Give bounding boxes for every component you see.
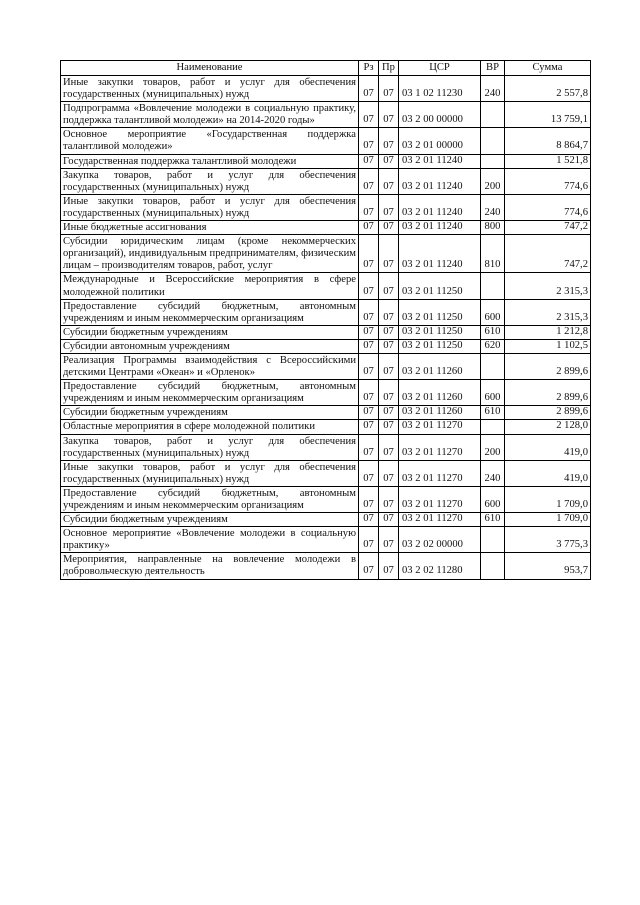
row-vr: 240 <box>481 194 505 220</box>
row-rz: 07 <box>359 168 379 194</box>
row-pr: 07 <box>379 194 399 220</box>
row-rz: 07 <box>359 513 379 527</box>
row-name: Областные мероприятия в сфере молодежной политики <box>61 420 359 434</box>
row-csr: 03 2 01 11260 <box>399 380 481 406</box>
table-row <box>61 353 591 379</box>
row-vr: 610 <box>481 513 505 527</box>
table-header-row <box>61 61 591 76</box>
row-csr: 03 2 01 11250 <box>399 339 481 353</box>
row-csr: 03 2 01 11250 <box>399 325 481 339</box>
row-sum: 8 864,7 <box>505 128 591 154</box>
row-rz: 07 <box>359 339 379 353</box>
row-pr: 07 <box>379 353 399 379</box>
header-csr: ЦСР <box>399 61 481 76</box>
row-pr: 07 <box>379 460 399 486</box>
table-row <box>61 194 591 220</box>
row-name: Иные бюджетные ассигнования <box>61 221 359 235</box>
row-name: Иные закупки товаров, работ и услуг для обеспечения государственных (муниципальных) нужд <box>61 76 359 102</box>
row-name: Субсидии бюджетным учреждениям <box>61 325 359 339</box>
row-rz: 07 <box>359 486 379 512</box>
row-sum: 13 759,1 <box>505 102 591 128</box>
row-name: Субсидии бюджетным учреждениям <box>61 406 359 420</box>
row-sum: 1 709,0 <box>505 513 591 527</box>
row-pr: 07 <box>379 235 399 273</box>
row-vr <box>481 420 505 434</box>
row-csr: 03 2 02 11280 <box>399 553 481 579</box>
row-pr: 07 <box>379 273 399 299</box>
row-csr: 03 2 01 11240 <box>399 235 481 273</box>
table-body <box>61 76 591 580</box>
row-vr <box>481 102 505 128</box>
header-name: Наименование <box>61 61 359 76</box>
row-name: Мероприятия, направленные на вовлечение молодежи в добровольческую деятельность <box>61 553 359 579</box>
row-rz: 07 <box>359 527 379 553</box>
row-sum: 1 102,5 <box>505 339 591 353</box>
row-sum: 2 128,0 <box>505 420 591 434</box>
row-sum: 2 899,6 <box>505 380 591 406</box>
row-name: Подпрограмма «Вовлечение молодежи в социальную практику, поддержка талантливой молодежи» на 2014-2020 годы» <box>61 102 359 128</box>
budget-table <box>60 60 591 580</box>
row-rz: 07 <box>359 76 379 102</box>
row-vr <box>481 553 505 579</box>
row-sum: 747,2 <box>505 235 591 273</box>
row-name: Субсидии автономным учреждениям <box>61 339 359 353</box>
table-row <box>61 128 591 154</box>
row-rz: 07 <box>359 221 379 235</box>
header-sum: Сумма <box>505 61 591 76</box>
row-vr: 600 <box>481 299 505 325</box>
row-rz: 07 <box>359 380 379 406</box>
row-csr: 03 2 01 11240 <box>399 154 481 168</box>
table-row <box>61 380 591 406</box>
table-row <box>61 460 591 486</box>
row-csr: 03 2 01 11270 <box>399 460 481 486</box>
table-row <box>61 76 591 102</box>
row-rz: 07 <box>359 553 379 579</box>
row-csr: 03 1 02 11230 <box>399 76 481 102</box>
row-pr: 07 <box>379 154 399 168</box>
table-row <box>61 513 591 527</box>
row-pr: 07 <box>379 102 399 128</box>
row-sum: 2 315,3 <box>505 299 591 325</box>
row-rz: 07 <box>359 325 379 339</box>
row-csr: 03 2 01 00000 <box>399 128 481 154</box>
row-name: Основное мероприятие «Государственная поддержка талантливой молодежи» <box>61 128 359 154</box>
table-row <box>61 325 591 339</box>
table-row <box>61 168 591 194</box>
row-vr <box>481 527 505 553</box>
row-name: Закупка товаров, работ и услуг для обеспечения государственных (муниципальных) нужд <box>61 434 359 460</box>
row-pr: 07 <box>379 527 399 553</box>
row-name: Реализация Программы взаимодействия с Всероссийскими детскими Центрами «Океан» и «Орленок» <box>61 353 359 379</box>
row-csr: 03 2 01 11270 <box>399 434 481 460</box>
row-name: Иные закупки товаров, работ и услуг для обеспечения государственных (муниципальных) нужд <box>61 460 359 486</box>
row-csr: 03 2 01 11270 <box>399 513 481 527</box>
row-vr <box>481 353 505 379</box>
row-sum: 419,0 <box>505 434 591 460</box>
row-sum: 2 899,6 <box>505 353 591 379</box>
header-rz: Рз <box>359 61 379 76</box>
row-sum: 747,2 <box>505 221 591 235</box>
table-row <box>61 486 591 512</box>
table-row <box>61 420 591 434</box>
table-row <box>61 406 591 420</box>
row-csr: 03 2 01 11240 <box>399 168 481 194</box>
row-pr: 07 <box>379 434 399 460</box>
row-name: Предоставление субсидий бюджетным, автономным учреждениям и иным некоммерческим организациям <box>61 299 359 325</box>
row-pr: 07 <box>379 128 399 154</box>
row-csr: 03 2 01 11250 <box>399 299 481 325</box>
row-csr: 03 2 02 00000 <box>399 527 481 553</box>
row-vr: 200 <box>481 434 505 460</box>
row-pr: 07 <box>379 168 399 194</box>
table-row <box>61 102 591 128</box>
row-sum: 3 775,3 <box>505 527 591 553</box>
table-row <box>61 553 591 579</box>
row-sum: 2 315,3 <box>505 273 591 299</box>
row-sum: 1 212,8 <box>505 325 591 339</box>
row-csr: 03 2 01 11240 <box>399 194 481 220</box>
header-pr: Пр <box>379 61 399 76</box>
row-vr: 610 <box>481 406 505 420</box>
row-rz: 07 <box>359 353 379 379</box>
row-rz: 07 <box>359 299 379 325</box>
row-csr: 03 2 01 11270 <box>399 486 481 512</box>
table-row <box>61 154 591 168</box>
row-pr: 07 <box>379 406 399 420</box>
row-sum: 419,0 <box>505 460 591 486</box>
row-pr: 07 <box>379 380 399 406</box>
row-sum: 774,6 <box>505 194 591 220</box>
row-csr: 03 2 01 11260 <box>399 406 481 420</box>
row-csr: 03 2 01 11240 <box>399 221 481 235</box>
table-row <box>61 434 591 460</box>
row-name: Закупка товаров, работ и услуг для обеспечения государственных (муниципальных) нужд <box>61 168 359 194</box>
row-sum: 1 709,0 <box>505 486 591 512</box>
row-vr: 600 <box>481 486 505 512</box>
row-sum: 1 521,8 <box>505 154 591 168</box>
row-name: Основное мероприятие «Вовлечение молодежи в социальную практику» <box>61 527 359 553</box>
table-row <box>61 527 591 553</box>
row-vr <box>481 273 505 299</box>
row-csr: 03 2 01 11270 <box>399 420 481 434</box>
row-rz: 07 <box>359 434 379 460</box>
header-vr: ВР <box>481 61 505 76</box>
row-pr: 07 <box>379 299 399 325</box>
row-csr: 03 2 00 00000 <box>399 102 481 128</box>
row-pr: 07 <box>379 486 399 512</box>
row-vr: 620 <box>481 339 505 353</box>
row-vr: 600 <box>481 380 505 406</box>
row-rz: 07 <box>359 102 379 128</box>
row-name: Иные закупки товаров, работ и услуг для обеспечения государственных (муниципальных) нужд <box>61 194 359 220</box>
row-csr: 03 2 01 11250 <box>399 273 481 299</box>
table-row <box>61 273 591 299</box>
row-pr: 07 <box>379 420 399 434</box>
row-rz: 07 <box>359 235 379 273</box>
row-vr: 810 <box>481 235 505 273</box>
row-pr: 07 <box>379 553 399 579</box>
row-pr: 07 <box>379 513 399 527</box>
document-page <box>60 60 590 580</box>
row-sum: 2 899,6 <box>505 406 591 420</box>
row-rz: 07 <box>359 194 379 220</box>
row-vr: 610 <box>481 325 505 339</box>
row-vr: 240 <box>481 460 505 486</box>
row-sum: 774,6 <box>505 168 591 194</box>
row-pr: 07 <box>379 325 399 339</box>
row-rz: 07 <box>359 273 379 299</box>
row-sum: 953,7 <box>505 553 591 579</box>
row-vr: 200 <box>481 168 505 194</box>
row-name: Государственная поддержка талантливой молодежи <box>61 154 359 168</box>
row-pr: 07 <box>379 76 399 102</box>
row-rz: 07 <box>359 128 379 154</box>
table-row <box>61 299 591 325</box>
row-name: Международные и Всероссийские мероприятия в сфере молодежной политики <box>61 273 359 299</box>
row-rz: 07 <box>359 154 379 168</box>
row-rz: 07 <box>359 420 379 434</box>
row-name: Субсидии бюджетным учреждениям <box>61 513 359 527</box>
table-row <box>61 339 591 353</box>
table-row <box>61 221 591 235</box>
row-name: Субсидии юридическим лицам (кроме некоммерческих организаций), индивидуальным предпринимателям, физическим лицам – производителям товаров, работ, услуг <box>61 235 359 273</box>
row-vr: 240 <box>481 76 505 102</box>
row-vr: 800 <box>481 221 505 235</box>
row-pr: 07 <box>379 221 399 235</box>
table-row <box>61 235 591 273</box>
row-name: Предоставление субсидий бюджетным, автономным учреждениям и иным некоммерческим организациям <box>61 486 359 512</box>
row-csr: 03 2 01 11260 <box>399 353 481 379</box>
row-sum: 2 557,8 <box>505 76 591 102</box>
row-name: Предоставление субсидий бюджетным, автономным учреждениям и иным некоммерческим организациям <box>61 380 359 406</box>
row-rz: 07 <box>359 460 379 486</box>
row-vr <box>481 154 505 168</box>
row-pr: 07 <box>379 339 399 353</box>
row-rz: 07 <box>359 406 379 420</box>
row-vr <box>481 128 505 154</box>
